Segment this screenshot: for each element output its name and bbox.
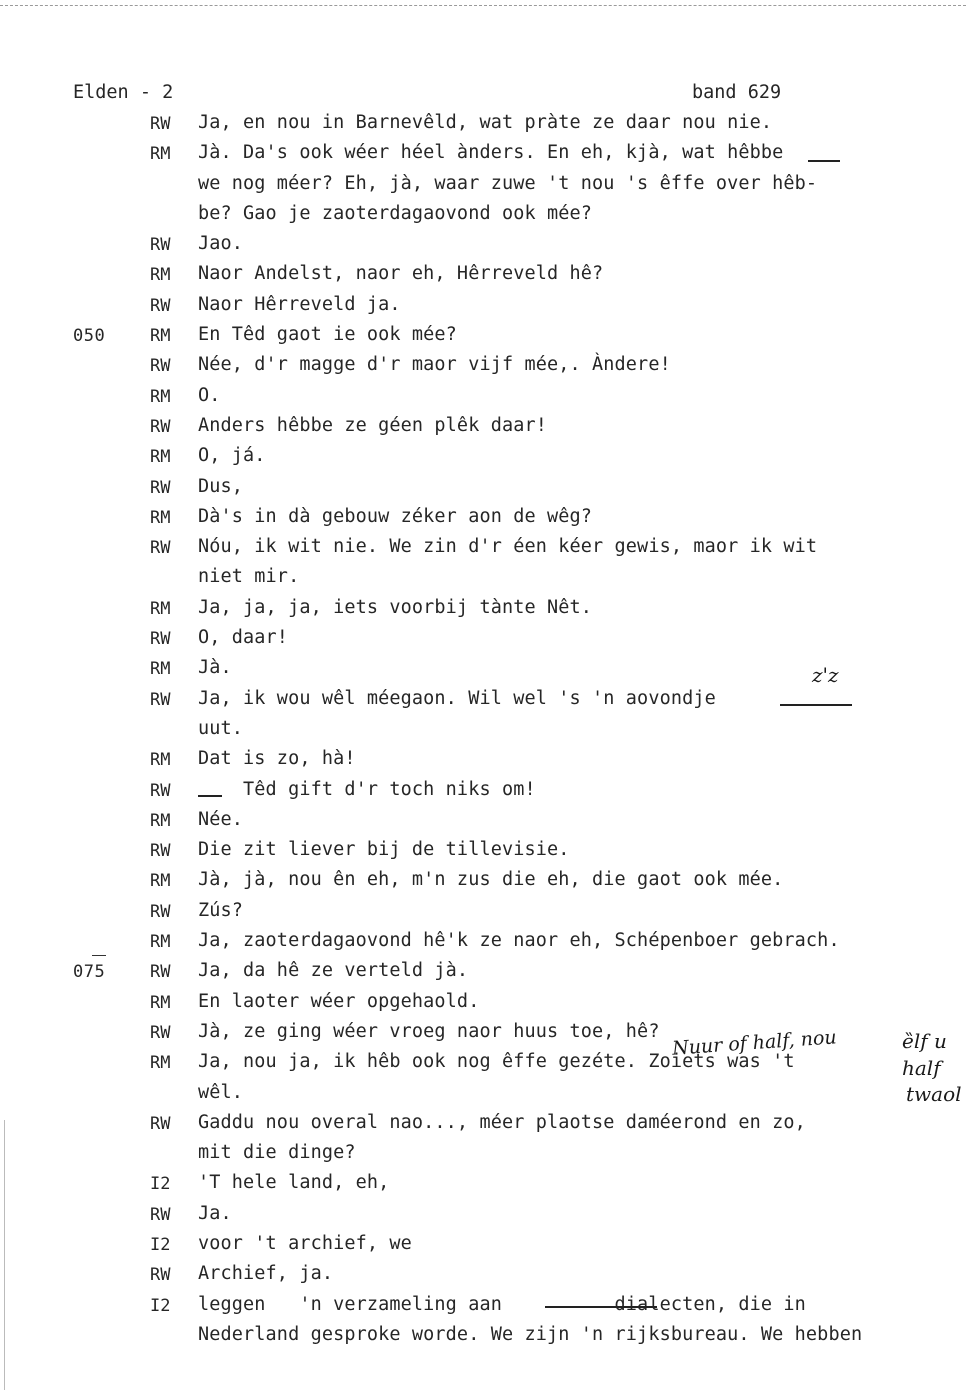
utterance-text: Ja, zaoterdagaovond hê'k ze naor eh, Schépenboer gebrach. <box>198 930 840 952</box>
speaker-code: RM <box>150 750 171 771</box>
utterance-text: Jao. <box>198 233 244 255</box>
utterance-text: Archief, ja. <box>198 1263 334 1285</box>
handwritten-note-inline: Nuur of half, nou <box>671 1026 838 1060</box>
utterance-text: wêl. <box>198 1081 244 1103</box>
speaker-code: RW <box>150 689 171 710</box>
speaker-code: RM <box>150 659 171 680</box>
transcript-line <box>0 1263 966 1293</box>
utterance-text: Gaddu nou overal nao..., méer plaotse daméerond en zo, <box>198 1111 806 1133</box>
transcript-line <box>0 263 966 293</box>
utterance-text: uut. <box>198 717 244 739</box>
transcript-line <box>0 536 966 566</box>
transcript-line <box>0 839 966 869</box>
speaker-code: RM <box>150 144 171 165</box>
transcript-line <box>0 1233 966 1263</box>
speaker-code: RW <box>150 416 171 437</box>
utterance-text: niet mir. <box>198 566 300 588</box>
header-left: Elden - 2 <box>73 82 174 103</box>
transcript-line <box>0 1324 966 1354</box>
utterance-text: Ja, ik wou wêl méegaon. Wil wel 's 'n aovondje <box>198 687 716 709</box>
transcript-line <box>0 566 966 596</box>
speaker-code: RW <box>150 629 171 650</box>
transcript-line <box>0 1294 966 1324</box>
speaker-code: RW <box>150 235 171 256</box>
utterance-text: Ja. <box>198 1202 232 1224</box>
margin-tick <box>92 955 106 956</box>
handwritten-note-right-3: twaol <box>906 1082 962 1106</box>
speaker-code: RW <box>150 780 171 801</box>
strikethrough-hebbe <box>808 160 840 162</box>
speaker-code: RM <box>150 386 171 407</box>
transcript-line <box>0 1112 966 1142</box>
speaker-code: RM <box>150 598 171 619</box>
speaker-code: I2 <box>150 1174 171 1195</box>
utterance-text: Jà. Da's ook wéer héel ànders. En eh, kjà, wat hêbbe <box>198 142 784 164</box>
transcript-line <box>0 930 966 960</box>
transcript-line <box>0 779 966 809</box>
utterance-text: Dat is zo, hà! <box>198 748 356 770</box>
utterance-text: Têd gift d'r toch niks om! <box>198 778 536 800</box>
transcript-line <box>0 718 966 748</box>
transcript-line <box>0 960 966 990</box>
speaker-code: RW <box>150 114 171 134</box>
strikethrough-leading-word <box>198 795 222 797</box>
utterance-text: Nóu, ik wit nie. We zin d'r éen kéer gewis, maor ik wit <box>198 536 818 558</box>
speaker-code: RW <box>150 295 171 316</box>
utterance-text: O, daar! <box>198 627 289 649</box>
utterance-text: En laoter wéer opgehaold. <box>198 990 480 1012</box>
utterance-text: En Têd gaot ie ook mée? <box>198 324 457 346</box>
speaker-code: RW <box>150 477 171 498</box>
counter-number: 050 <box>73 326 106 347</box>
transcript-line <box>0 900 966 930</box>
utterance-text: be? Gao je zaoterdagaovond ook mée? <box>198 202 593 224</box>
transcript-line <box>0 142 966 172</box>
speaker-code: I2 <box>150 1234 171 1255</box>
utterance-text: Ja, en nou in Barnevêld, wat pràte ze daar nou nie. <box>198 112 773 133</box>
speaker-code: RM <box>150 447 171 468</box>
handwritten-note-zz: z'z <box>812 663 839 687</box>
transcript-line <box>0 748 966 778</box>
speaker-code: RM <box>150 265 171 286</box>
speaker-code: RM <box>150 932 171 953</box>
utterance-text: Jà. <box>198 657 232 679</box>
utterance-text: Anders hêbbe ze géen plêk daar! <box>198 414 547 436</box>
utterance-text: Naor Andelst, naor eh, Hêrreveld hê? <box>198 263 604 285</box>
strikethrough-aovondje-extra <box>780 704 852 706</box>
transcript-line <box>0 385 966 415</box>
speaker-code: RM <box>150 326 171 347</box>
counter-number: 075 <box>73 962 106 983</box>
transcript-line <box>0 1172 966 1202</box>
utterance-text: Ja, ja, ja, iets voorbij tànte Nêt. <box>198 596 593 618</box>
header-right: band 629 <box>692 82 782 103</box>
speaker-code: RM <box>150 810 171 831</box>
utterance-text: mit die dinge? <box>198 1142 356 1164</box>
speaker-code: RM <box>150 507 171 528</box>
transcript-lines <box>0 112 966 1354</box>
transcript-line <box>0 1142 966 1172</box>
utterance-text: Naor Hêrreveld ja. <box>198 293 401 315</box>
utterance-text: Née. <box>198 808 244 830</box>
transcript-line <box>0 991 966 1021</box>
handwritten-note-right-1: ȅlf u <box>902 1029 947 1053</box>
speaker-code: RW <box>150 1265 171 1286</box>
transcript-line <box>0 809 966 839</box>
speaker-code: RW <box>150 1022 171 1043</box>
utterance-text: leggen 'n verzameling aan dialecten, die in <box>198 1293 806 1315</box>
utterance-text: Dà's in dà gebouw zéker aon de wêg? <box>198 505 593 527</box>
utterance-text: Ja, nou ja, ik hêb ook nog êffe gezéte. Zoiets was 't <box>198 1051 795 1073</box>
speaker-code: RW <box>150 356 171 377</box>
utterance-text: Nederland gesproke worde. We zijn 'n rijksbureau. We hebben <box>198 1323 863 1345</box>
speaker-code: I2 <box>150 1295 171 1316</box>
transcript-line <box>0 627 966 657</box>
utterance-text: 'T hele land, eh, <box>198 1172 390 1194</box>
speaker-code: RM <box>150 1053 171 1074</box>
transcript-line <box>0 324 966 354</box>
transcript-line <box>0 476 966 506</box>
handwritten-note-right-2: half <box>902 1056 941 1080</box>
utterance-text: Jà, jà, nou ên eh, m'n zus die eh, die gaot ook mée. <box>198 869 784 891</box>
transcript-line <box>0 506 966 536</box>
utterance-text: Jà, ze ging wéer vroeg naor huus toe, hê? <box>198 1020 660 1042</box>
speaker-code: RW <box>150 962 171 983</box>
utterance-text: Zús? <box>198 899 244 921</box>
speaker-code: RW <box>150 841 171 862</box>
utterance-text: O. <box>198 384 221 406</box>
utterance-text: O, já. <box>198 445 266 467</box>
transcript-line <box>0 173 966 203</box>
utterance-text: Dus, <box>198 475 244 497</box>
transcript-line <box>0 415 966 445</box>
transcript-line <box>0 1051 966 1081</box>
speaker-code: RW <box>150 901 171 922</box>
utterance-text: voor 't archief, we <box>198 1232 412 1254</box>
utterance-text: Die zit liever bij de tillevisie. <box>198 839 570 861</box>
top-dashed-rule <box>0 5 966 6</box>
transcript-line <box>0 1203 966 1233</box>
margin-rule-left <box>4 1120 5 1390</box>
speaker-code: RW <box>150 1113 171 1134</box>
transcript-line <box>0 597 966 627</box>
transcript-line <box>0 445 966 475</box>
strikethrough-van-de-de <box>545 1306 657 1308</box>
transcript-line <box>0 869 966 899</box>
speaker-code: RW <box>150 538 171 559</box>
transcript-line <box>0 112 966 142</box>
utterance-text: Ja, da hê ze verteld jà. <box>198 960 469 982</box>
transcript-line <box>0 688 966 718</box>
transcript-line <box>0 233 966 263</box>
utterance-text: we nog méer? Eh, jà, waar zuwe 't nou 's êffe over hêb- <box>198 172 818 194</box>
utterance-text: Née, d'r magge d'r maor vijf mée,. Àndere! <box>198 354 671 376</box>
speaker-code: RW <box>150 1204 171 1225</box>
transcript-line <box>0 294 966 324</box>
speaker-code: RM <box>150 992 171 1013</box>
transcript-line <box>0 203 966 233</box>
transcript-line <box>0 354 966 384</box>
transcript-line <box>0 1082 966 1112</box>
speaker-code: RM <box>150 871 171 892</box>
